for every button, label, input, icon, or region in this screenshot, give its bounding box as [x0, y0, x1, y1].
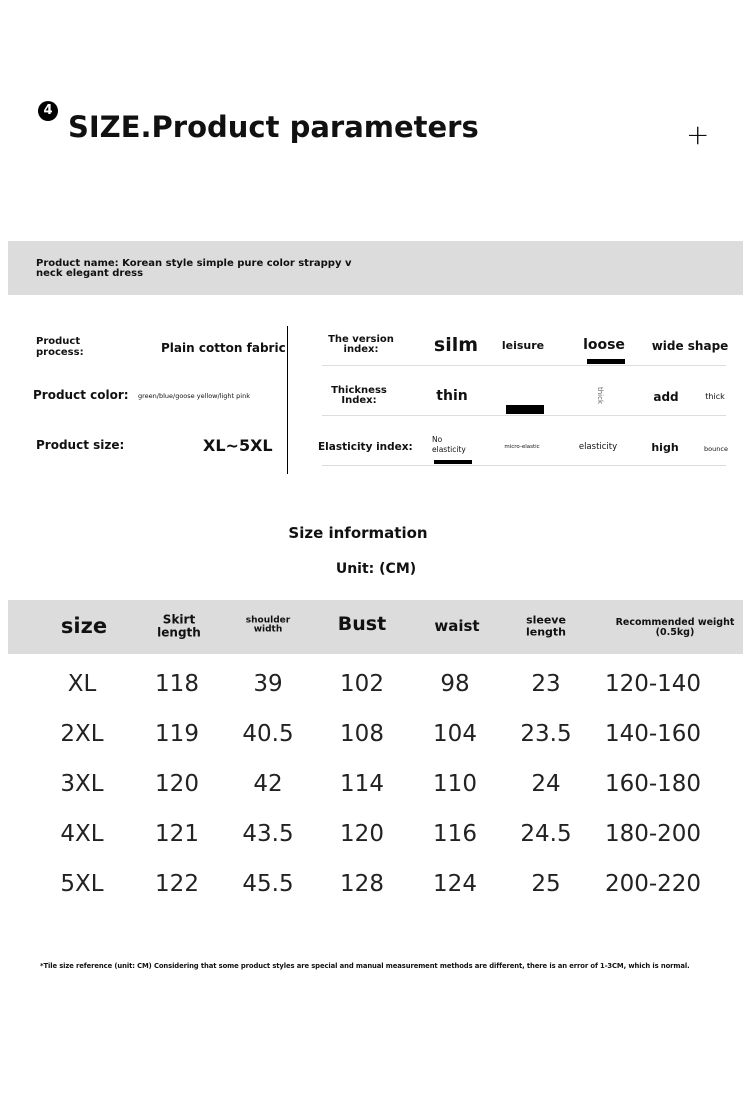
header-size: size [60, 613, 108, 638]
size-value: XL~5XL [203, 436, 273, 455]
divider [287, 326, 288, 474]
elasticity-option-no-elasticity: No elasticity [432, 435, 466, 454]
version-index-label: The version index: [328, 334, 394, 355]
color-value: green/blue/goose yellow/light pink [138, 392, 250, 400]
row-line [322, 365, 726, 366]
header-recommended-weight: Recommended weight (0.5kg) [615, 617, 735, 638]
elasticity-option-elasticity: elasticity [578, 442, 618, 452]
cell-bust: 108 [340, 721, 384, 747]
plus-icon[interactable]: + [686, 118, 710, 151]
cell-shoulder-width: 43.5 [242, 821, 294, 847]
cell-size: 3XL [60, 771, 104, 797]
footnote: *Tile size reference (unit: CM) Considering that some product styles are special and manual measurement methods are different, there is an error of 1-3CM, which is normal. [40, 962, 690, 970]
cell-recommended-weight: 140-160 [604, 721, 702, 747]
cell-skirt-length: 122 [155, 871, 199, 897]
unit-label: Unit: (CM) [335, 561, 417, 577]
cell-sleeve-length: 23 [531, 671, 561, 697]
cell-bust: 102 [340, 671, 384, 697]
cell-sleeve-length: 25 [531, 871, 561, 897]
header-bust: Bust [337, 613, 387, 636]
cell-size: XL [67, 671, 97, 697]
elasticity-selected-marker [434, 460, 472, 464]
header-shoulder-width: shoulder width [245, 615, 291, 635]
cell-shoulder-width: 45.5 [242, 871, 294, 897]
cell-size: 2XL [60, 721, 104, 747]
cell-sleeve-length: 24.5 [520, 821, 572, 847]
product-name-band [8, 241, 743, 295]
cell-waist: 116 [433, 821, 477, 847]
version-option-leisure: leisure [501, 339, 545, 352]
cell-skirt-length: 121 [155, 821, 199, 847]
cell-waist: 98 [440, 671, 470, 697]
cell-skirt-length: 120 [155, 771, 199, 797]
header-skirt-length: Skirt length [157, 612, 201, 639]
thickness-index-label: Thickness Index: [331, 385, 387, 406]
cell-shoulder-width: 42 [253, 771, 283, 797]
cell-recommended-weight: 180-200 [604, 821, 702, 847]
cell-skirt-length: 118 [155, 671, 199, 697]
cell-bust: 114 [340, 771, 384, 797]
thickness-option-add: add [653, 390, 679, 404]
page-title: SIZE.Product parameters [68, 110, 479, 144]
cell-sleeve-length: 23.5 [520, 721, 572, 747]
thickness-option-thick-2: thick [705, 392, 725, 401]
cell-bust: 120 [340, 821, 384, 847]
version-option-wide-shape: wide shape [651, 339, 729, 353]
cell-shoulder-width: 40.5 [242, 721, 294, 747]
color-label: Product color: [33, 388, 129, 402]
process-label: Product process: [36, 336, 84, 358]
cell-recommended-weight: 120-140 [604, 671, 702, 697]
cell-size: 4XL [60, 821, 104, 847]
product-name: Product name: Korean style simple pure color strappy v neck elegant dress [36, 258, 352, 279]
section-number-badge: 4 [38, 101, 58, 121]
cell-size: 5XL [60, 871, 104, 897]
cell-waist: 104 [433, 721, 477, 747]
elasticity-option-bounce: bounce [704, 445, 728, 453]
header-sleeve-length: sleeve length [525, 613, 567, 638]
size-info-title: Size information [288, 524, 428, 542]
row-line [322, 415, 726, 416]
cell-sleeve-length: 24 [531, 771, 561, 797]
version-option-loose: loose [583, 337, 625, 353]
cell-bust: 128 [340, 871, 384, 897]
cell-waist: 110 [433, 771, 477, 797]
cell-recommended-weight: 200-220 [604, 871, 702, 897]
elasticity-option-micro-elastic: micro-elastic [504, 444, 540, 450]
row-line [322, 465, 726, 466]
cell-skirt-length: 119 [155, 721, 199, 747]
thickness-option-thick: thick [596, 387, 604, 405]
version-option-silm: silm [433, 334, 479, 356]
elasticity-option-high: high [651, 441, 679, 454]
cell-waist: 124 [433, 871, 477, 897]
elasticity-index-label: Elasticity index: [318, 441, 413, 453]
process-value: Plain cotton fabric [161, 341, 286, 355]
version-selected-marker [587, 359, 625, 364]
cell-shoulder-width: 39 [253, 671, 283, 697]
size-label: Product size: [36, 438, 125, 452]
cell-recommended-weight: 160-180 [604, 771, 702, 797]
thickness-selected-marker [506, 405, 544, 414]
thickness-option-thin: thin [436, 388, 468, 404]
header-waist: waist [434, 617, 480, 636]
